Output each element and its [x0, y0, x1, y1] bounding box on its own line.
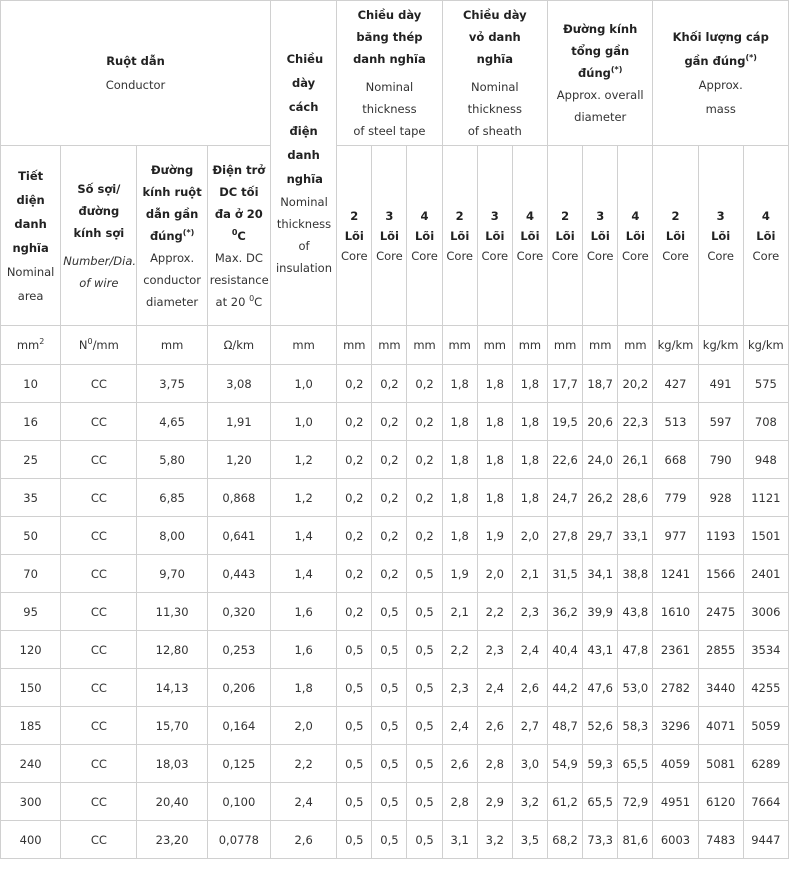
wire-header: Số sợi/ đường kính sợi Number/Dia. of wire: [61, 146, 137, 326]
mass-cell: 779: [653, 479, 698, 517]
sheath-2-core: 2 Lõi Core: [442, 146, 477, 326]
area-header: Tiết diện danh nghĩa Nominal area: [1, 146, 61, 326]
conductor-diameter-cell: 20,40: [137, 783, 207, 821]
diameter-cell: 54,9: [548, 745, 583, 783]
diameter-cell: 36,2: [548, 593, 583, 631]
table-row: [1, 783, 789, 821]
tape-cell: 0,2: [372, 479, 407, 517]
wire-cell: CC: [61, 821, 137, 859]
diameter-cell: 31,5: [548, 555, 583, 593]
mass-cell: 2782: [653, 669, 698, 707]
wire-cell: CC: [61, 631, 137, 669]
mass-cell: 1501: [743, 517, 788, 555]
mass-cell: 5081: [698, 745, 743, 783]
table-row: [1, 479, 789, 517]
sheath-cell: 2,2: [442, 631, 477, 669]
mass-cell: 597: [698, 403, 743, 441]
sheath-4-core: 4 Lõi Core: [512, 146, 547, 326]
conductor-diameter-cell: 3,75: [137, 365, 207, 403]
sheath-cell: 2,8: [477, 745, 512, 783]
area-cell: 10: [1, 365, 61, 403]
insulation-cell: 1,2: [271, 479, 337, 517]
sheath-cell: 2,7: [512, 707, 547, 745]
overall-diameter-header: Đường kính tổng gần đúng(*) Approx. overall diameter: [548, 1, 653, 146]
conductor-diameter-cell: 12,80: [137, 631, 207, 669]
tape-cell: 0,5: [372, 669, 407, 707]
table-row: [1, 593, 789, 631]
sheath-cell: 2,4: [512, 631, 547, 669]
diameter-cell: 39,9: [583, 593, 618, 631]
mass-4-core: 4 Lõi Core: [743, 146, 788, 326]
tape-3-core: 3 Lõi Core: [372, 146, 407, 326]
tape-cell: 0,2: [407, 517, 442, 555]
area-cell: 185: [1, 707, 61, 745]
unit-sheath: mm: [442, 326, 477, 365]
resistance-cell: 0,443: [207, 555, 270, 593]
diameter-cell: 47,8: [618, 631, 653, 669]
diameter-cell: 44,2: [548, 669, 583, 707]
tape-cell: 0,5: [407, 593, 442, 631]
insulation-cell: 1,4: [271, 517, 337, 555]
mass-cell: 9447: [743, 821, 788, 859]
mass-cell: 6003: [653, 821, 698, 859]
conductor-diameter-cell: 15,70: [137, 707, 207, 745]
unit-area: $mm^2$: [1, 326, 61, 365]
tape-cell: 0,5: [407, 745, 442, 783]
tape-cell: 0,5: [372, 783, 407, 821]
tape-cell: 0,2: [372, 555, 407, 593]
tape-cell: 0,5: [337, 669, 372, 707]
insulation-cell: 1,0: [271, 365, 337, 403]
tape-cell: 0,5: [407, 821, 442, 859]
resistance-cell: 0,0778: [207, 821, 270, 859]
unit-sheath: mm: [477, 326, 512, 365]
diameter-cell: 43,1: [583, 631, 618, 669]
resistance-cell: 0,164: [207, 707, 270, 745]
mass-cell: 1241: [653, 555, 698, 593]
conductor-diameter-cell: 5,80: [137, 441, 207, 479]
insulation-header: Chiều dày cách điện danh nghĩa Nominal thickness of insulation: [271, 1, 337, 326]
wire-cell: CC: [61, 707, 137, 745]
diameter-cell: 17,7: [548, 365, 583, 403]
sheath-cell: 1,8: [512, 441, 547, 479]
sheath-cell: 1,9: [477, 517, 512, 555]
tape-2-core: 2 Lõi Core: [337, 146, 372, 326]
mass-cell: 1193: [698, 517, 743, 555]
table-header: [1, 1, 789, 326]
sheath-cell: 1,8: [442, 403, 477, 441]
diameter-cell: 52,6: [583, 707, 618, 745]
tape-cell: 0,5: [337, 631, 372, 669]
diameter-cell: 59,3: [583, 745, 618, 783]
mass-cell: 668: [653, 441, 698, 479]
sheath-cell: 1,8: [442, 479, 477, 517]
mass-cell: 790: [698, 441, 743, 479]
unit-mass: kg/km: [698, 326, 743, 365]
table-row: [1, 555, 789, 593]
sheath-cell: 2,9: [477, 783, 512, 821]
tape-cell: 0,2: [337, 555, 372, 593]
sheath-cell: 1,8: [477, 403, 512, 441]
diameter-2-core: 2 Lõi Core: [548, 146, 583, 326]
wire-cell: CC: [61, 669, 137, 707]
resistance-cell: 0,253: [207, 631, 270, 669]
diameter-cell: 22,3: [618, 403, 653, 441]
mass-cell: 977: [653, 517, 698, 555]
mass-cell: 2475: [698, 593, 743, 631]
tape-cell: 0,5: [372, 745, 407, 783]
mass-cell: 7664: [743, 783, 788, 821]
tape-cell: 0,5: [337, 783, 372, 821]
diameter-cell: 47,6: [583, 669, 618, 707]
unit-wire: $N^0/mm$: [61, 326, 137, 365]
mass-cell: 2855: [698, 631, 743, 669]
diameter-cell: 24,0: [583, 441, 618, 479]
sheath-cell: 1,8: [512, 479, 547, 517]
diameter-cell: 65,5: [583, 783, 618, 821]
sheath-cell: 3,2: [477, 821, 512, 859]
conductor-diameter-cell: 4,65: [137, 403, 207, 441]
sheath-cell: 1,8: [477, 479, 512, 517]
table-row: [1, 669, 789, 707]
mass-cell: 4071: [698, 707, 743, 745]
mass-cell: 7483: [698, 821, 743, 859]
tape-cell: 0,5: [337, 707, 372, 745]
tape-cell: 0,2: [407, 479, 442, 517]
table-row: [1, 441, 789, 479]
tape-cell: 0,5: [407, 669, 442, 707]
tape-cell: 0,2: [337, 479, 372, 517]
tape-cell: 0,5: [372, 631, 407, 669]
diameter-cell: 20,2: [618, 365, 653, 403]
diameter-cell: 26,2: [583, 479, 618, 517]
wire-cell: CC: [61, 517, 137, 555]
sheath-cell: 2,3: [442, 669, 477, 707]
tape-cell: 0,2: [372, 403, 407, 441]
sheath-header: Chiều dày vỏ danh nghĩa Nominal thickness of sheath: [442, 1, 547, 146]
mass-3-core: 3 Lõi Core: [698, 146, 743, 326]
conductor-diameter-cell: 11,30: [137, 593, 207, 631]
mass-cell: 2361: [653, 631, 698, 669]
area-cell: 95: [1, 593, 61, 631]
tape-cell: 0,2: [407, 403, 442, 441]
table-row: [1, 745, 789, 783]
tape-cell: 0,2: [337, 441, 372, 479]
tape-cell: 0,2: [372, 517, 407, 555]
area-cell: 400: [1, 821, 61, 859]
sheath-cell: 2,1: [442, 593, 477, 631]
diameter-cell: 43,8: [618, 593, 653, 631]
diameter-cell: 29,7: [583, 517, 618, 555]
tape-cell: 0,5: [407, 707, 442, 745]
sheath-cell: 1,8: [442, 517, 477, 555]
diameter-cell: 53,0: [618, 669, 653, 707]
area-cell: 150: [1, 669, 61, 707]
mass-cell: 3296: [653, 707, 698, 745]
wire-cell: CC: [61, 479, 137, 517]
area-cell: 240: [1, 745, 61, 783]
insulation-cell: 2,0: [271, 707, 337, 745]
diameter-cell: 33,1: [618, 517, 653, 555]
sheath-cell: 1,8: [442, 441, 477, 479]
table-body: [1, 326, 789, 365]
unit-diameter: mm: [618, 326, 653, 365]
diameter-cell: 22,6: [548, 441, 583, 479]
mass-cell: 4255: [743, 669, 788, 707]
area-cell: 16: [1, 403, 61, 441]
tape-cell: 0,5: [407, 631, 442, 669]
steel-tape-header: Chiều dày băng thép danh nghĩa Nominal thickness of steel tape: [337, 1, 442, 146]
unit-mass: kg/km: [743, 326, 788, 365]
resistance-header: Điện trở DC tối đa ở 20 $^0$C Max. DC resistance at 20 $^0$C: [207, 146, 270, 326]
tape-cell: 0,5: [407, 555, 442, 593]
diameter-cell: 72,9: [618, 783, 653, 821]
insulation-cell: 2,6: [271, 821, 337, 859]
table-row: [1, 517, 789, 555]
insulation-cell: 1,8: [271, 669, 337, 707]
area-cell: 25: [1, 441, 61, 479]
insulation-cell: 1,6: [271, 631, 337, 669]
unit-resistance: Ω/km: [207, 326, 270, 365]
mass-cell: 5059: [743, 707, 788, 745]
diameter-cell: 26,1: [618, 441, 653, 479]
table-row: [1, 403, 789, 441]
area-cell: 35: [1, 479, 61, 517]
tape-cell: 0,2: [407, 441, 442, 479]
unit-insulation: mm: [271, 326, 337, 365]
area-cell: 70: [1, 555, 61, 593]
unit-sheath: mm: [512, 326, 547, 365]
mass-cell: 1566: [698, 555, 743, 593]
resistance-cell: 1,91: [207, 403, 270, 441]
mass-cell: 3006: [743, 593, 788, 631]
insulation-cell: 1,4: [271, 555, 337, 593]
sheath-cell: 1,8: [477, 441, 512, 479]
diameter-cell: 19,5: [548, 403, 583, 441]
unit-tape: mm: [372, 326, 407, 365]
unit-mass: kg/km: [653, 326, 698, 365]
diameter-cell: 81,6: [618, 821, 653, 859]
conductor-diameter-cell: 9,70: [137, 555, 207, 593]
unit-cond-dia: mm: [137, 326, 207, 365]
mass-cell: 948: [743, 441, 788, 479]
wire-cell: CC: [61, 403, 137, 441]
tape-cell: 0,2: [337, 593, 372, 631]
insulation-cell: 1,0: [271, 403, 337, 441]
insulation-cell: 2,2: [271, 745, 337, 783]
table-row: [1, 707, 789, 745]
sheath-cell: 2,6: [512, 669, 547, 707]
wire-cell: CC: [61, 555, 137, 593]
conductor-header: Ruột dẫn Conductor: [1, 1, 271, 146]
sheath-cell: 1,8: [442, 365, 477, 403]
insulation-cell: 1,6: [271, 593, 337, 631]
sheath-cell: 2,3: [477, 631, 512, 669]
sheath-cell: 2,8: [442, 783, 477, 821]
tape-cell: 0,5: [372, 821, 407, 859]
tape-cell: 0,5: [337, 745, 372, 783]
insulation-cell: 1,2: [271, 441, 337, 479]
diameter-cell: 58,3: [618, 707, 653, 745]
area-cell: 300: [1, 783, 61, 821]
sheath-cell: 2,4: [442, 707, 477, 745]
wire-cell: CC: [61, 365, 137, 403]
unit-diameter: mm: [548, 326, 583, 365]
mass-cell: 1610: [653, 593, 698, 631]
wire-cell: CC: [61, 441, 137, 479]
sheath-cell: 1,8: [477, 365, 512, 403]
sheath-cell: 2,0: [512, 517, 547, 555]
diameter-cell: 65,5: [618, 745, 653, 783]
unit-tape: mm: [337, 326, 372, 365]
sheath-cell: 2,1: [512, 555, 547, 593]
conductor-diameter-cell: 6,85: [137, 479, 207, 517]
mass-cell: 513: [653, 403, 698, 441]
diameter-cell: 40,4: [548, 631, 583, 669]
table-row: [1, 821, 789, 859]
resistance-cell: 0,125: [207, 745, 270, 783]
tape-cell: 0,2: [337, 365, 372, 403]
diameter-cell: 34,1: [583, 555, 618, 593]
mass-cell: 491: [698, 365, 743, 403]
mass-cell: 4059: [653, 745, 698, 783]
tape-cell: 0,5: [372, 593, 407, 631]
resistance-cell: 0,320: [207, 593, 270, 631]
tape-cell: 0,2: [407, 365, 442, 403]
tape-cell: 0,2: [337, 403, 372, 441]
diameter-3-core: 3 Lõi Core: [583, 146, 618, 326]
diameter-cell: 18,7: [583, 365, 618, 403]
sheath-cell: 2,3: [512, 593, 547, 631]
sheath-cell: 2,4: [477, 669, 512, 707]
area-cell: 120: [1, 631, 61, 669]
resistance-cell: 0,868: [207, 479, 270, 517]
conductor-diameter-cell: 8,00: [137, 517, 207, 555]
sheath-cell: 2,0: [477, 555, 512, 593]
diameter-cell: 48,7: [548, 707, 583, 745]
sheath-cell: 1,8: [512, 403, 547, 441]
wire-cell: CC: [61, 745, 137, 783]
mass-header: Khối lượng cáp gần đúng(*) Approx. mass: [653, 1, 789, 146]
diameter-cell: 20,6: [583, 403, 618, 441]
diameter-cell: 27,8: [548, 517, 583, 555]
tape-cell: 0,5: [337, 821, 372, 859]
wire-cell: CC: [61, 593, 137, 631]
resistance-cell: 0,100: [207, 783, 270, 821]
wire-cell: CC: [61, 783, 137, 821]
tape-cell: 0,5: [407, 783, 442, 821]
sheath-cell: 3,2: [512, 783, 547, 821]
table-row: [1, 365, 789, 403]
diameter-cell: 73,3: [583, 821, 618, 859]
mass-cell: 3534: [743, 631, 788, 669]
mass-cell: 1121: [743, 479, 788, 517]
resistance-cell: 0,206: [207, 669, 270, 707]
sheath-cell: 3,0: [512, 745, 547, 783]
mass-cell: 4951: [653, 783, 698, 821]
units-row: [1, 326, 789, 365]
diameter-cell: 38,8: [618, 555, 653, 593]
sheath-cell: 1,9: [442, 555, 477, 593]
mass-cell: 2401: [743, 555, 788, 593]
conductor-diameter-cell: 14,13: [137, 669, 207, 707]
sheath-cell: 2,2: [477, 593, 512, 631]
tape-cell: 0,2: [372, 441, 407, 479]
sheath-cell: 2,6: [442, 745, 477, 783]
sheath-cell: 3,5: [512, 821, 547, 859]
data-rows: [1, 365, 789, 859]
mass-cell: 6120: [698, 783, 743, 821]
insulation-cell: 2,4: [271, 783, 337, 821]
tape-cell: 0,2: [372, 365, 407, 403]
area-cell: 50: [1, 517, 61, 555]
diameter-cell: 61,2: [548, 783, 583, 821]
mass-cell: 3440: [698, 669, 743, 707]
sheath-cell: 1,8: [512, 365, 547, 403]
conductor-diameter-header: Đường kính ruột dẫn gần đúng(*) Approx. conductor diameter: [137, 146, 207, 326]
mass-2-core: 2 Lõi Core: [653, 146, 698, 326]
diameter-cell: 24,7: [548, 479, 583, 517]
mass-cell: 928: [698, 479, 743, 517]
tape-cell: 0,5: [372, 707, 407, 745]
sheath-3-core: 3 Lõi Core: [477, 146, 512, 326]
mass-cell: 575: [743, 365, 788, 403]
mass-cell: 708: [743, 403, 788, 441]
diameter-cell: 28,6: [618, 479, 653, 517]
resistance-cell: 0,641: [207, 517, 270, 555]
tape-cell: 0,2: [337, 517, 372, 555]
resistance-cell: 3,08: [207, 365, 270, 403]
table-row: [1, 631, 789, 669]
tape-4-core: 4 Lõi Core: [407, 146, 442, 326]
sheath-cell: 2,6: [477, 707, 512, 745]
unit-tape: mm: [407, 326, 442, 365]
diameter-4-core: 4 Lõi Core: [618, 146, 653, 326]
mass-cell: 6289: [743, 745, 788, 783]
unit-diameter: mm: [583, 326, 618, 365]
resistance-cell: 1,20: [207, 441, 270, 479]
mass-cell: 427: [653, 365, 698, 403]
conductor-diameter-cell: 18,03: [137, 745, 207, 783]
diameter-cell: 68,2: [548, 821, 583, 859]
sheath-cell: 3,1: [442, 821, 477, 859]
conductor-diameter-cell: 23,20: [137, 821, 207, 859]
